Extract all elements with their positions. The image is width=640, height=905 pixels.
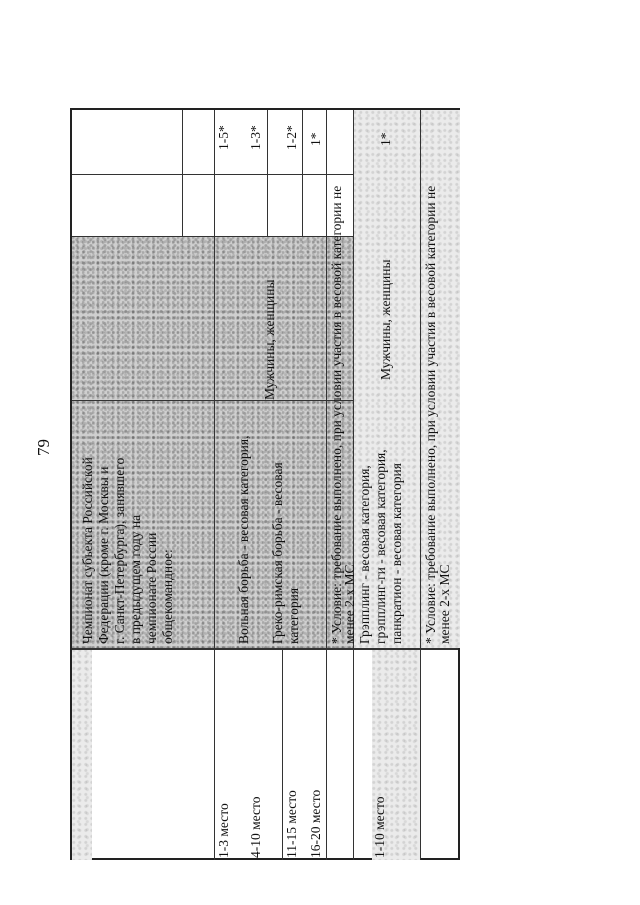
row-header-line-6b: общекомандное:	[160, 549, 175, 644]
gender-group1: Мужчины, женщины	[262, 279, 277, 400]
grid-line-v-a	[214, 110, 215, 860]
row-header-line-4b: в предыдущем году на	[128, 514, 143, 644]
discipline-group2-line-1b: Грэпплинг - весовая категория,	[357, 465, 372, 644]
discipline-group1-line-1b: Вольная борьба - весовая категория,	[236, 435, 251, 644]
grid-line-v-g	[267, 110, 268, 236]
count-1-3: 1-3*	[248, 125, 263, 150]
grid-line-v-d	[353, 110, 354, 860]
place-16-20b: 16-20 место	[308, 789, 323, 858]
row-header-line-1b: Чемпионат субъекта Российской	[80, 457, 95, 644]
place-1-3b: 1-3 место	[216, 803, 231, 858]
discipline-group1-line-3b: категория	[286, 587, 301, 644]
count-1-b: 1*	[378, 132, 393, 146]
grid-line-v-c	[326, 110, 327, 860]
count-1-2: 1-2*	[284, 125, 299, 150]
place-1-10b: 1-10 место	[372, 796, 387, 858]
grid-line-v-f	[182, 110, 183, 236]
page-number: 79	[34, 439, 53, 456]
discipline-group1-line-2b: Греко-римская борьба - весовая	[270, 462, 285, 644]
grid-line-main-h	[72, 648, 458, 650]
discipline-group2-line-2b: грэпплинг-ги - весовая категория,	[373, 449, 388, 644]
discipline-group2-line-3b: панкратион - весовая категория	[389, 463, 404, 644]
note2-line-1b: * Условие: требование выполнено, при условии участия в весовой категории не	[423, 185, 438, 644]
grid-line-gender-count	[72, 236, 353, 237]
grid-line-v-h	[302, 110, 303, 236]
grid-line-v-e	[420, 110, 421, 860]
count-1-a: 1*	[308, 132, 323, 146]
scan-shade-left-strip	[72, 648, 92, 860]
note1-line-2b: менее 2-х МС	[342, 564, 357, 644]
row-header-line-2b: Федерации (кроме г. Москвы и	[96, 466, 111, 644]
row-header-line-3b: г. Санкт-Петербурга), занявшего	[112, 457, 127, 644]
place-4-10b: 4-10 место	[248, 796, 263, 858]
count-1-5: 1-5*	[216, 125, 231, 150]
grid-line-count-blank	[72, 174, 353, 175]
place-11-15b: 11-15 место	[284, 790, 299, 858]
gender-group2: Мужчины, женщины	[378, 259, 393, 380]
note2-line-2b: менее 2-х МС	[437, 564, 452, 644]
grid-line-disc-gender	[72, 400, 353, 401]
document-table	[70, 108, 460, 860]
row-header-line-5b: чемпионате России	[144, 532, 159, 644]
grid-line-v-b	[282, 648, 283, 860]
note1-line-1b: * Условие: требование выполнено, при условии участия в весовой категории не	[329, 185, 344, 644]
